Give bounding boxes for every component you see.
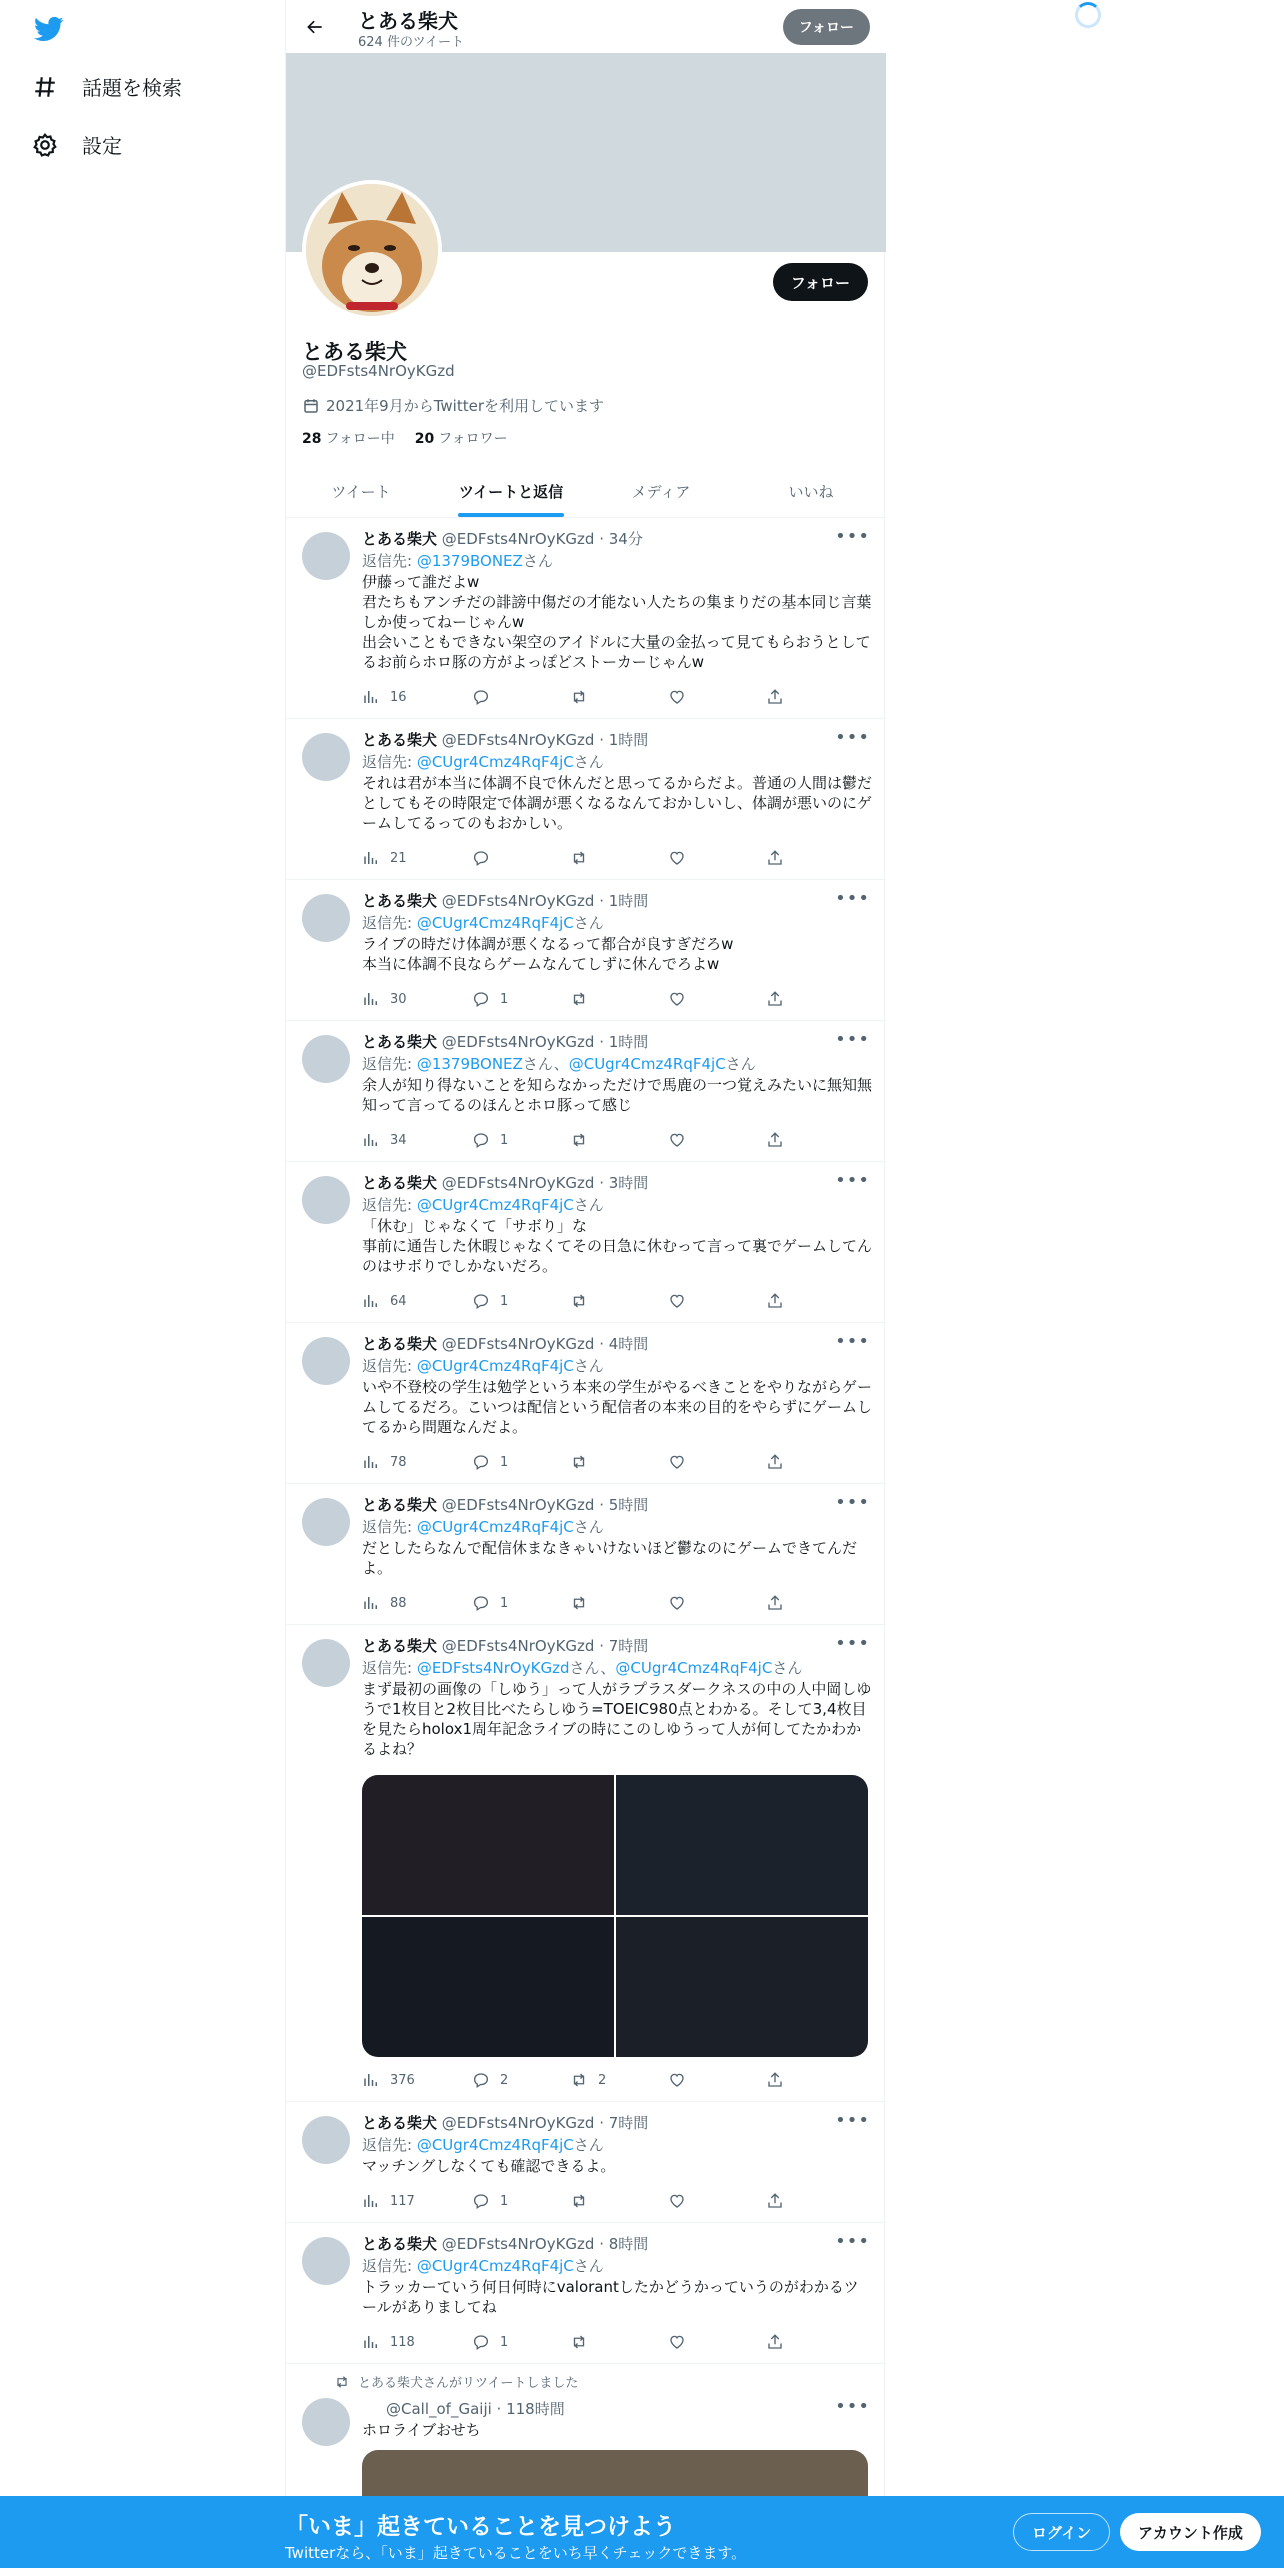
tweet-header: [362, 2112, 648, 2133]
retweet-icon: [570, 2333, 588, 2351]
tweet-header: [362, 2233, 648, 2254]
followers-count: 20: [414, 431, 435, 447]
views-button[interactable]: [362, 2192, 415, 2210]
share-icon: [766, 1292, 784, 1310]
like-button[interactable]: [668, 2192, 696, 2210]
tweet-avatar[interactable]: [302, 1498, 350, 1546]
views-count: 88: [390, 1595, 407, 1611]
tweet-header: [362, 1494, 648, 1515]
tweet-text: 「休む」じゃなくて「サボり」な 事前に通告した休暇じゃなくてその日急に休むって言って裏でゲームしてんのはサボりでしかないだろ。: [362, 1217, 873, 1275]
like-button[interactable]: [668, 1292, 696, 1310]
reply-suffix: さん: [772, 1659, 803, 1677]
share-button[interactable]: [766, 2333, 784, 2351]
reply-prefix: 返信先:: [362, 2136, 417, 2154]
nav-settings-label: 設定: [82, 134, 122, 158]
reply-count: 1: [500, 2193, 509, 2209]
reply-to-user-link[interactable]: @1379BONEZ: [416, 1055, 523, 1073]
reply-suffix: さん: [573, 914, 604, 932]
reply-count: 1: [500, 1595, 509, 1611]
views-button[interactable]: [362, 1131, 407, 1149]
loading-spinner-icon: [1075, 2, 1101, 28]
reply-button[interactable]: [472, 990, 508, 1008]
more-options-icon[interactable]: •••: [835, 1492, 870, 1513]
heart-icon: [668, 1292, 686, 1310]
tweet-reply-to: [362, 912, 604, 933]
reply-to-user-link[interactable]: @1379BONEZ: [416, 552, 523, 570]
tweet-author-name[interactable]: とある柴犬: [362, 892, 438, 910]
nav-explore-label: 話題を検索: [82, 76, 182, 100]
tweet-avatar[interactable]: [302, 2398, 350, 2446]
views-icon: [362, 2333, 380, 2351]
views-icon: [362, 990, 380, 1008]
tweet-reply-to: [362, 1194, 604, 1215]
views-button[interactable]: [362, 1292, 407, 1310]
retweet-icon: [570, 990, 588, 1008]
reply-icon: [472, 1453, 490, 1471]
reply-icon: [472, 2071, 490, 2089]
tweet-text: マッチングしなくても確認できるよ。: [362, 2157, 616, 2175]
retweet-icon: [570, 2071, 588, 2089]
tweet[interactable]: [286, 2223, 886, 2364]
views-icon: [362, 2071, 380, 2089]
views-icon: [362, 1131, 380, 1149]
views-count: 16: [390, 689, 407, 705]
follow-stats: [302, 428, 508, 448]
tweet-avatar[interactable]: [302, 1337, 350, 1385]
tweet[interactable]: [286, 518, 886, 719]
views-icon: [362, 1292, 380, 1310]
profile-follow-button[interactable]: フォロー: [773, 263, 868, 301]
reply-prefix: 返信先:: [362, 1357, 417, 1375]
tweet-reply-to: [362, 1355, 604, 1376]
share-icon: [766, 2071, 784, 2089]
reply-to-user-link[interactable]: @CUgr4Cmz4RqF4jC: [416, 1518, 574, 1536]
reply-icon: [472, 849, 490, 867]
tweet[interactable]: [286, 1323, 886, 1484]
hashtag-icon: [32, 74, 58, 100]
heart-icon: [668, 1453, 686, 1471]
tweet-author-name[interactable]: とある柴犬: [362, 1174, 438, 1192]
tab-media[interactable]: メディア: [631, 482, 691, 501]
reply-suffix: さん: [573, 2136, 604, 2154]
reply-count: 1: [500, 1132, 509, 1148]
profile-avatar[interactable]: [302, 180, 442, 320]
following-label: フォロー中: [325, 431, 395, 447]
tweet-text: だとしたらなんで配信休まなきゃいけないほど鬱なのにゲームできてんだよ。: [362, 1539, 858, 1577]
tweet-avatar[interactable]: [302, 2116, 350, 2164]
reply-count: 1: [500, 991, 509, 1007]
reply-to-user-link[interactable]: @EDFsts4NrOyKGzd: [416, 1659, 570, 1677]
more-options-icon[interactable]: •••: [835, 2396, 870, 2417]
tweet-actions: [362, 848, 792, 868]
nav-explore[interactable]: [32, 72, 182, 101]
tweet-header: [362, 528, 643, 549]
share-button[interactable]: [766, 1131, 784, 1149]
tweet-text: ホロライブおせち: [362, 2421, 481, 2439]
reply-suffix: さん: [573, 2257, 604, 2275]
reply-icon: [472, 2192, 490, 2210]
tweet[interactable]: [286, 1021, 886, 1162]
tweet-image[interactable]: [362, 1917, 614, 2057]
reply-to-user-link[interactable]: @CUgr4Cmz4RqF4jC: [416, 1357, 574, 1375]
profile-handle: @EDFsts4NrOyKGzd: [302, 362, 455, 380]
tweet-author-name[interactable]: とある柴犬: [362, 1033, 438, 1051]
share-icon: [766, 2192, 784, 2210]
tweet-header: [362, 1172, 648, 1193]
header-title: とある柴犬: [358, 9, 458, 33]
nav-settings[interactable]: [32, 130, 122, 159]
reply-count: 1: [500, 2334, 509, 2350]
tweet-avatar[interactable]: [302, 894, 350, 942]
reply-prefix: 返信先:: [362, 1055, 417, 1073]
tweet[interactable]: [286, 880, 886, 1021]
tweet-header: [362, 890, 648, 911]
heart-icon: [668, 1131, 686, 1149]
reply-button[interactable]: [472, 2071, 508, 2089]
tab-tweets[interactable]: ツイート: [331, 482, 391, 501]
reply-button[interactable]: [472, 1594, 508, 1612]
share-icon: [766, 1594, 784, 1612]
reply-prefix: 返信先:: [362, 552, 417, 570]
more-options-icon[interactable]: •••: [835, 1029, 870, 1050]
views-button[interactable]: [362, 1594, 407, 1612]
tweet-avatar[interactable]: [302, 2237, 350, 2285]
reply-separator: さん、: [522, 1055, 569, 1073]
reply-suffix: さん: [725, 1055, 756, 1073]
heart-icon: [668, 1594, 686, 1612]
signup-banner: [0, 2496, 1284, 2568]
retweet-count: 2: [598, 2072, 607, 2088]
tweet-avatar[interactable]: [302, 1176, 350, 1224]
views-button[interactable]: [362, 849, 407, 867]
more-options-icon[interactable]: •••: [835, 1633, 870, 1654]
tweet[interactable]: [286, 1484, 886, 1625]
share-icon: [766, 1453, 784, 1471]
tweet-text: トラッカーていう何日何時にvalorantしたかどうかっていうのがわかるツールがありましてね: [362, 2278, 859, 2316]
tweet-meta[interactable]: @EDFsts4NrOyKGzd · 7時間: [441, 1637, 649, 1655]
reply-count: 1: [500, 1454, 509, 1470]
tweet-header: [386, 2398, 565, 2419]
reply-count: 1: [500, 1293, 509, 1309]
reply-prefix: 返信先:: [362, 1196, 417, 1214]
tweet-actions: [362, 1291, 792, 1311]
tweet-image[interactable]: [616, 1775, 868, 1915]
heart-icon: [668, 2071, 686, 2089]
main-column: [285, 0, 885, 2568]
back-arrow-icon[interactable]: [300, 12, 330, 42]
profile-name: とある柴犬: [302, 340, 407, 364]
reply-prefix: 返信先:: [362, 1518, 417, 1536]
share-icon: [766, 2333, 784, 2351]
tweet-actions: [362, 2070, 792, 2090]
retweet-icon: [570, 1131, 588, 1149]
retweet-button[interactable]: [570, 1453, 598, 1471]
reply-to-user-link[interactable]: @CUgr4Cmz4RqF4jC: [416, 753, 574, 771]
reply-icon: [472, 688, 490, 706]
reply-button[interactable]: [472, 1453, 508, 1471]
tweet[interactable]: [286, 1162, 886, 1323]
reply-suffix: さん: [573, 1357, 604, 1375]
tweet-actions: [362, 1130, 792, 1150]
views-count: 30: [390, 991, 407, 1007]
views-icon: [362, 1453, 380, 1471]
retweet-button[interactable]: [570, 2071, 606, 2089]
tweet-header: [362, 1635, 648, 1656]
views-count: 376: [390, 2072, 415, 2088]
views-count: 118: [390, 2334, 415, 2350]
share-button[interactable]: [766, 849, 784, 867]
tweet-reply-to: [362, 1053, 756, 1074]
share-button[interactable]: [766, 990, 784, 1008]
retweet-icon: [570, 1594, 588, 1612]
tweet-text: 伊藤って誰だよw 君たちもアンチだの誹謗中傷だの才能ない人たちの集まりだの基本同じ言葉しか使ってねーじゃんw 出会いこともできない架空のアイドルに大量の金払って見てもらおうとしてるお前らホロ豚の方がよっぽどストーカーじゃんw: [362, 573, 872, 671]
more-options-icon[interactable]: •••: [835, 2110, 870, 2131]
retweet-button[interactable]: [570, 990, 598, 1008]
reply-to-user-link[interactable]: @CUgr4Cmz4RqF4jC: [416, 1196, 574, 1214]
reply-separator: さん、: [569, 1659, 616, 1677]
like-button[interactable]: [668, 2071, 696, 2089]
heart-icon: [668, 2333, 686, 2351]
tweet-header: [362, 729, 648, 750]
tweet-text: それは君が本当に体調不良で休んだと思ってるからだよ。普通の人間は鬱だとしてもその時限定で体調が悪くなるなんておかしいし、体調が悪いのにゲームしてるってのもおかしい。: [362, 774, 873, 832]
header-tweet-count: 624 件のツイート: [358, 35, 465, 50]
tweet-author-name[interactable]: とある柴犬: [362, 1637, 438, 1655]
reply-suffix: さん: [573, 1518, 604, 1536]
tweet-reply-to: [362, 1516, 604, 1537]
heart-icon: [668, 990, 686, 1008]
views-button[interactable]: [362, 990, 407, 1008]
retweet-icon: [570, 1453, 588, 1471]
header-follow-button[interactable]: フォロー: [783, 9, 870, 45]
retweet-icon: [570, 688, 588, 706]
retweet-button[interactable]: [570, 1594, 598, 1612]
tweet-header: [362, 1333, 648, 1354]
reply-button[interactable]: [472, 2192, 508, 2210]
tweet-author-name[interactable]: とある柴犬: [362, 2235, 438, 2253]
retweet-button[interactable]: [570, 2192, 598, 2210]
retweet-icon: [570, 849, 588, 867]
tweet-actions: [362, 1452, 792, 1472]
share-button[interactable]: [766, 1292, 784, 1310]
tweet-reply-to: [362, 2255, 604, 2276]
tweet-image[interactable]: [616, 1917, 868, 2057]
retweet-button[interactable]: [570, 688, 598, 706]
tab-tweets-and-replies[interactable]: ツイートと返信: [436, 465, 586, 517]
reply-prefix: 返信先:: [362, 914, 417, 932]
share-button[interactable]: [766, 688, 784, 706]
share-icon: [766, 849, 784, 867]
more-options-icon[interactable]: •••: [835, 888, 870, 909]
following-count: 28: [302, 431, 322, 447]
tweet-reply-to: [362, 550, 553, 571]
following-link[interactable]: [302, 428, 395, 448]
reply-icon: [472, 1292, 490, 1310]
joined-text: 2021年9月からTwitterを利用しています: [326, 397, 604, 415]
tweet-author-name[interactable]: とある柴犬: [362, 2114, 438, 2132]
reply-icon: [472, 990, 490, 1008]
signup-banner-subtitle: Twitterなら、「いま」起きていることをいち早くチェックできます。: [285, 2544, 747, 2562]
reply-button[interactable]: [472, 1131, 508, 1149]
tweet-avatar[interactable]: [302, 1639, 350, 1687]
tweet-image[interactable]: [362, 1775, 614, 1915]
reply-button[interactable]: [472, 1292, 508, 1310]
signup-banner-title: 「いま」起きていることを見つけよう: [285, 2514, 676, 2540]
views-count: 64: [390, 1293, 407, 1309]
like-button[interactable]: [668, 849, 696, 867]
views-icon: [362, 2192, 380, 2210]
reply-count: 2: [500, 2072, 509, 2088]
heart-icon: [668, 688, 686, 706]
more-options-icon[interactable]: •••: [835, 2231, 870, 2252]
tweet-author-name[interactable]: とある柴犬: [362, 530, 438, 548]
gear-icon: [32, 132, 58, 158]
more-options-icon[interactable]: •••: [835, 727, 870, 748]
reply-to-user-link[interactable]: @CUgr4Cmz4RqF4jC: [416, 2136, 574, 2154]
tweet-reply-to: [362, 2134, 604, 2155]
like-button[interactable]: [668, 1594, 696, 1612]
tweet-text: まず最初の画像の「しゆう」って人がラプラスダークネスの中の人中岡しゆうで1枚目と2枚目比べたらしゆう=TOEIC980点とわかる。そして3,4枚目を見たらholox1周年記念ライブの時にこのしゆうって人が何してたかわかるよね？: [362, 1680, 872, 1758]
tweet-reply-to: [362, 1657, 802, 1678]
reply-suffix: さん: [573, 753, 604, 771]
reply-button[interactable]: [472, 2333, 508, 2351]
share-button[interactable]: [766, 1594, 784, 1612]
tweet-avatar[interactable]: [302, 733, 350, 781]
tweet-meta[interactable]: @Call_of_Gaiji · 118時間: [386, 2400, 565, 2418]
tweet-meta[interactable]: @EDFsts4NrOyKGzd · 1時間: [441, 731, 649, 749]
reply-icon: [472, 2333, 490, 2351]
followers-link[interactable]: [415, 428, 508, 448]
views-button[interactable]: [362, 1453, 407, 1471]
tweet-meta[interactable]: @EDFsts4NrOyKGzd · 1時間: [441, 1033, 649, 1051]
retweet-button[interactable]: [570, 2333, 598, 2351]
tweet-actions: [362, 687, 792, 707]
reply-button[interactable]: [472, 688, 500, 706]
share-icon: [766, 688, 784, 706]
views-count: 78: [390, 1454, 407, 1470]
tweet-meta[interactable]: @EDFsts4NrOyKGzd · 4時間: [441, 1335, 649, 1353]
tweet-meta[interactable]: @EDFsts4NrOyKGzd · 8時間: [441, 2235, 649, 2253]
joined-date: [302, 395, 604, 416]
reply-prefix: 返信先:: [362, 2257, 417, 2275]
views-icon: [362, 688, 380, 706]
reply-to-user-link[interactable]: @CUgr4Cmz4RqF4jC: [416, 914, 574, 932]
tweet-meta[interactable]: @EDFsts4NrOyKGzd · 3時間: [441, 1174, 649, 1192]
retweeted-by-label[interactable]: とある柴犬さんがリツイートしました: [358, 2376, 579, 2391]
more-options-icon[interactable]: •••: [835, 526, 870, 547]
tweet-text: 余人が知り得ないことを知らなかっただけで馬鹿の一つ覚えみたいに無知無知って言ってるのほんとホロ豚って感じ: [362, 1076, 873, 1114]
tweet-actions: [362, 2191, 792, 2211]
share-icon: [766, 990, 784, 1008]
retweet-button[interactable]: [570, 1131, 598, 1149]
more-options-icon[interactable]: •••: [835, 1170, 870, 1191]
reply-icon: [472, 1131, 490, 1149]
tweet-media-grid[interactable]: [362, 1775, 868, 2057]
views-button[interactable]: [362, 2071, 415, 2089]
reply-button[interactable]: [472, 849, 500, 867]
share-button[interactable]: [766, 2192, 784, 2210]
reply-prefix: 返信先:: [362, 1659, 417, 1677]
signup-button[interactable]: アカウント作成: [1120, 2513, 1261, 2551]
heart-icon: [668, 849, 686, 867]
views-count: 34: [390, 1132, 407, 1148]
views-count: 117: [390, 2193, 415, 2209]
views-icon: [362, 1594, 380, 1612]
tweet-author-name[interactable]: とある柴犬: [362, 1496, 438, 1514]
views-button[interactable]: [362, 688, 407, 706]
retweet-button[interactable]: [570, 1292, 598, 1310]
tweet-meta[interactable]: @EDFsts4NrOyKGzd · 1時間: [441, 892, 649, 910]
tweet-meta[interactable]: @EDFsts4NrOyKGzd · 5時間: [441, 1496, 649, 1514]
tweet-avatar[interactable]: [302, 1035, 350, 1083]
reply-icon: [472, 1594, 490, 1612]
calendar-icon: [302, 397, 320, 415]
tweet-header: [362, 1031, 648, 1052]
views-count: 21: [390, 850, 407, 866]
retweeted-by: [334, 2372, 578, 2391]
reply-to-user-link[interactable]: @CUgr4Cmz4RqF4jC: [568, 1055, 726, 1073]
profile-header: [286, 0, 886, 53]
tweet-meta[interactable]: @EDFsts4NrOyKGzd · 34分: [441, 530, 643, 548]
like-button[interactable]: [668, 990, 696, 1008]
views-icon: [362, 849, 380, 867]
share-button[interactable]: [766, 2071, 784, 2089]
tweet-meta[interactable]: @EDFsts4NrOyKGzd · 7時間: [441, 2114, 649, 2132]
reply-suffix: さん: [522, 552, 553, 570]
tweet[interactable]: [286, 1625, 886, 2102]
profile-tabs: [286, 465, 886, 518]
tweet-actions: [362, 1593, 792, 1613]
tweet[interactable]: [286, 2102, 886, 2223]
tweet-actions: [362, 989, 792, 1009]
views-button[interactable]: [362, 2333, 415, 2351]
reply-prefix: 返信先:: [362, 753, 417, 771]
retweet-icon: [334, 2374, 350, 2390]
more-options-icon[interactable]: •••: [835, 1331, 870, 1352]
tweet-text: ライブの時だけ体調が悪くなるって都合が良すぎだろw 本当に体調不良ならゲームなんてしずに休んでろよw: [362, 935, 734, 973]
tab-likes[interactable]: いいね: [788, 482, 834, 501]
like-button[interactable]: [668, 1453, 696, 1471]
twitter-logo-icon[interactable]: [32, 14, 66, 44]
like-button[interactable]: [668, 1131, 696, 1149]
retweet-icon: [570, 2192, 588, 2210]
login-button[interactable]: ログイン: [1013, 2513, 1110, 2551]
reply-suffix: さん: [573, 1196, 604, 1214]
reply-to-user-link[interactable]: @CUgr4Cmz4RqF4jC: [615, 1659, 773, 1677]
retweet-button[interactable]: [570, 849, 598, 867]
tweet-reply-to: [362, 751, 604, 772]
share-icon: [766, 1131, 784, 1149]
share-button[interactable]: [766, 1453, 784, 1471]
reply-to-user-link[interactable]: @CUgr4Cmz4RqF4jC: [416, 2257, 574, 2275]
tweet-avatar[interactable]: [302, 532, 350, 580]
tweet-author-name[interactable]: とある柴犬: [362, 1335, 438, 1353]
heart-icon: [668, 2192, 686, 2210]
tweet-author-name[interactable]: とある柴犬: [362, 731, 438, 749]
retweet-icon: [570, 1292, 588, 1310]
tweet-actions: [362, 2332, 792, 2352]
like-button[interactable]: [668, 2333, 696, 2351]
tweet[interactable]: [286, 719, 886, 880]
tweet-text: いや不登校の学生は勉学という本来の学生がやるべきことをやりながらゲームしてるだろ。こいつは配信という配信者の本来の目的をやらずにゲームしてるから問題なんだよ。: [362, 1378, 873, 1436]
like-button[interactable]: [668, 688, 696, 706]
followers-label: フォロワー: [438, 431, 508, 447]
